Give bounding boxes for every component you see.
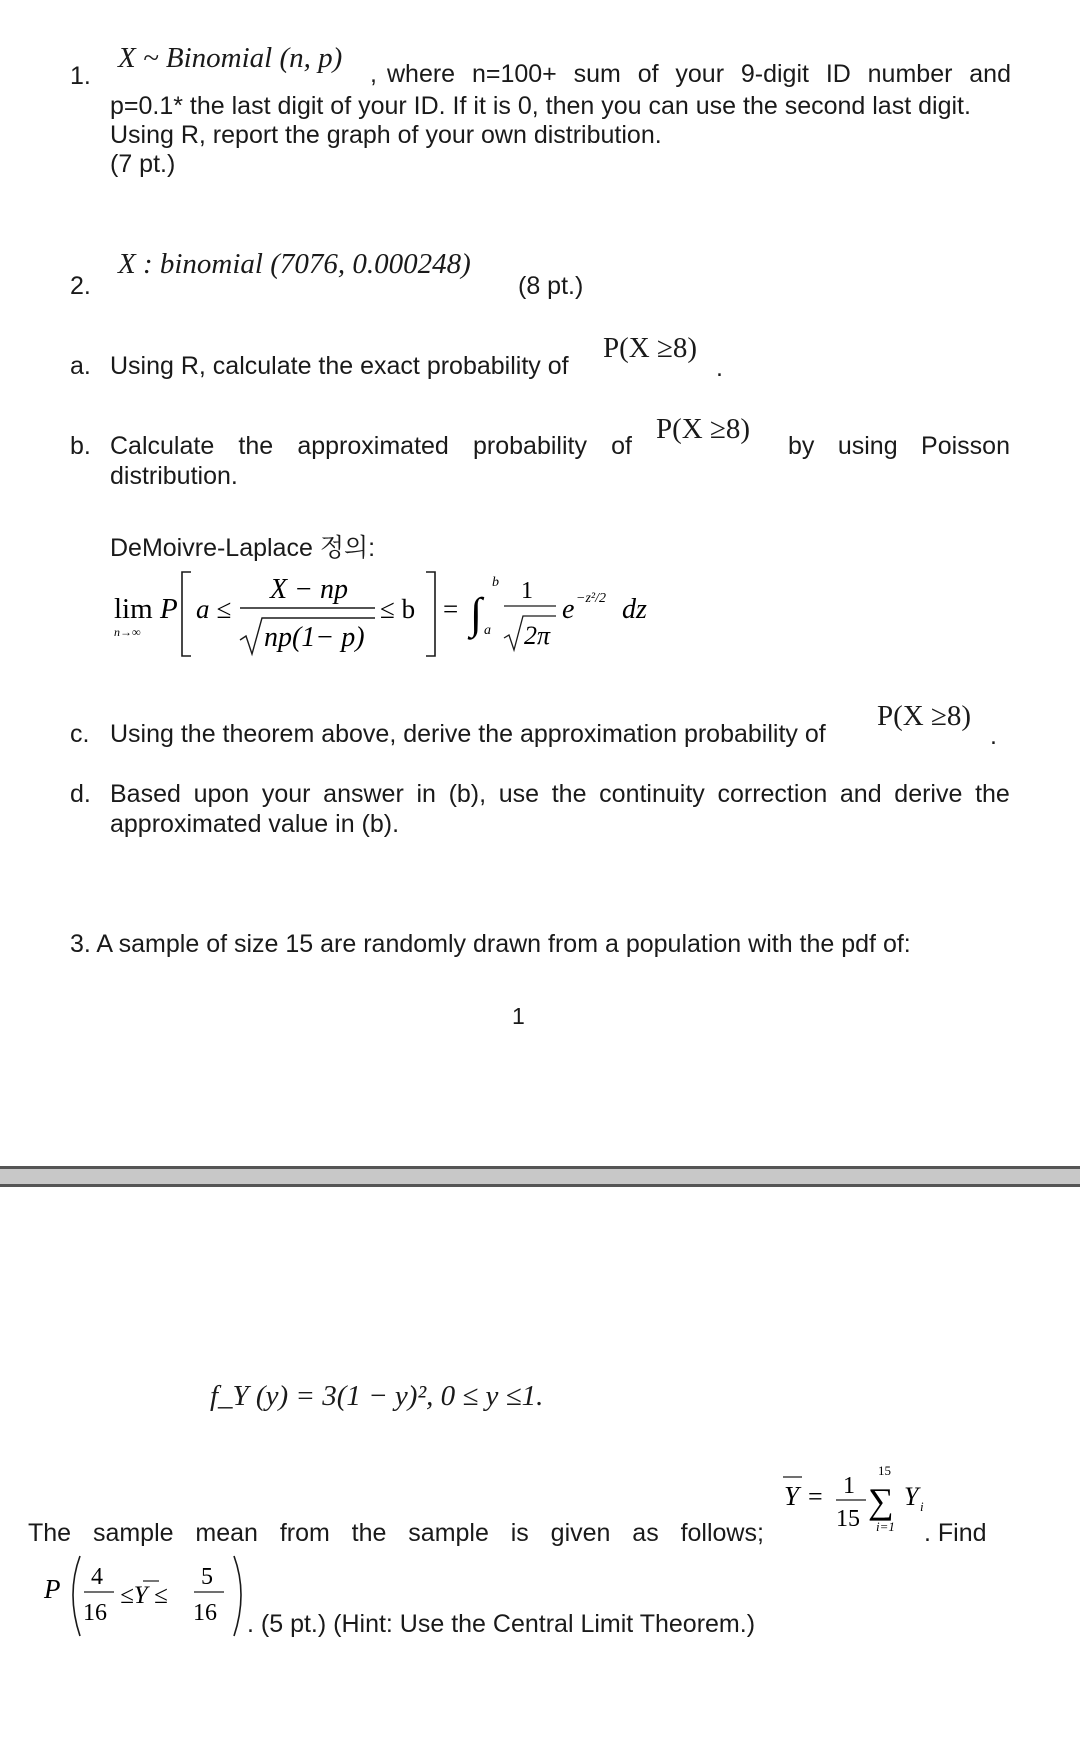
word: probability xyxy=(473,432,587,460)
part-a-label: a. xyxy=(70,352,91,380)
right-paren xyxy=(234,1556,241,1636)
word: upon xyxy=(193,780,250,808)
part-c-text: Using the theorem above, derive the approximation probability of xyxy=(110,720,826,748)
exponent: −z²/2 xyxy=(576,591,606,606)
integral-upper: b xyxy=(492,575,499,590)
word: use xyxy=(498,780,540,808)
word: and xyxy=(969,60,1011,88)
problem-1-number: 1. xyxy=(70,62,91,90)
part-a-math: P(X ≥8) xyxy=(603,332,698,364)
page-break-bottom-line xyxy=(0,1184,1080,1187)
word: as xyxy=(632,1519,659,1547)
frac1-den: 16 xyxy=(83,1600,107,1626)
word: Based xyxy=(110,780,181,808)
leq-b: ≤ b xyxy=(380,594,416,624)
left-paren xyxy=(73,1556,80,1636)
word: by xyxy=(788,432,815,460)
word: (b), xyxy=(448,780,487,808)
problem-2-points: (8 pt.) xyxy=(518,272,584,300)
mean-frac-num: 1 xyxy=(843,1473,855,1499)
left-bracket xyxy=(182,572,191,656)
part-d-label: d. xyxy=(70,780,91,808)
sample-mean-sentence xyxy=(28,1519,764,1548)
part-a-period: . xyxy=(716,354,723,382)
prob-P: P xyxy=(160,593,178,625)
part-c-label: c. xyxy=(70,720,90,748)
word: number xyxy=(867,60,953,88)
word: approximated xyxy=(297,432,449,460)
lim: lim xyxy=(114,593,153,625)
sum-lower: i=1 xyxy=(876,1519,895,1534)
part-b-line1-right xyxy=(788,432,1010,461)
word: follows; xyxy=(680,1519,764,1547)
frac2-den: 16 xyxy=(193,1600,217,1626)
word: from xyxy=(279,1519,330,1547)
word: the xyxy=(975,780,1010,808)
problem-3-text: 3. A sample of size 15 are randomly drawn from a population with the pdf of: xyxy=(70,930,911,958)
part-c-math: P(X ≥8) xyxy=(877,700,972,732)
word: using xyxy=(837,432,898,460)
dz: dz xyxy=(622,594,647,625)
word: given xyxy=(550,1519,611,1547)
prob-middle: ≤Y ≤ xyxy=(120,1582,168,1609)
find-label: . Find xyxy=(924,1519,987,1547)
word: sum xyxy=(573,60,621,88)
word: is xyxy=(510,1519,529,1547)
denominator: np(1− p) xyxy=(264,622,365,653)
a-leq: a ≤ xyxy=(196,594,232,624)
integral-sign: ∫ xyxy=(470,589,483,638)
probability-expression xyxy=(38,1548,268,1648)
mean-frac-den: 15 xyxy=(836,1506,860,1532)
word: sample xyxy=(408,1519,489,1547)
sum-term: Y xyxy=(904,1482,919,1511)
word: derive xyxy=(894,780,963,808)
problem-2-math: X : binomial (7076, 0.000248) xyxy=(118,248,471,280)
integral-lower: a xyxy=(484,623,491,638)
page-break-band xyxy=(0,1169,1080,1184)
demoivre-laplace-formula xyxy=(100,560,700,670)
word: mean xyxy=(195,1519,258,1547)
mean-equals: = xyxy=(808,1482,823,1511)
numerator: X − np xyxy=(270,574,348,605)
word: of xyxy=(637,60,659,88)
sum-upper: 15 xyxy=(878,1463,891,1478)
problem-1-comma: , xyxy=(370,60,377,88)
word: 9-digit xyxy=(740,60,809,88)
problem-1-points: (7 pt.) xyxy=(110,150,176,178)
part-a-text: Using R, calculate the exact probability of xyxy=(110,352,569,380)
word: n=100+ xyxy=(471,60,557,88)
demoivre-title: DeMoivre-Laplace 정의: xyxy=(110,534,376,562)
problem-1-line2: p=0.1* the last digit of your ID. If it is 0, then you can use the second last digit. xyxy=(110,92,971,120)
problem-2-number: 2. xyxy=(70,272,91,300)
problem-1-line1 xyxy=(387,60,1011,89)
word: the xyxy=(551,780,587,808)
word: sample xyxy=(92,1519,174,1547)
problem-1-line3: Using R, report the graph of your own distribution. xyxy=(110,121,662,149)
right-bracket xyxy=(426,572,435,656)
word: in xyxy=(416,780,436,808)
word: The xyxy=(28,1519,72,1547)
word: Poisson xyxy=(921,432,1010,460)
word: Calculate xyxy=(110,432,215,460)
word: correction xyxy=(717,780,828,808)
word: your xyxy=(675,60,725,88)
word: of xyxy=(611,432,632,460)
word: ID xyxy=(825,60,851,88)
exp-base: e xyxy=(562,594,575,625)
part-b-line2: distribution. xyxy=(110,462,238,490)
part-c-period: . xyxy=(990,722,997,750)
sum-term-sub: i xyxy=(920,1499,924,1514)
prob-P: P xyxy=(44,1574,61,1604)
word: the xyxy=(351,1519,387,1547)
frac-numerator: 1 xyxy=(521,578,533,604)
part-b-math: P(X ≥8) xyxy=(656,413,751,445)
frac2-num: 5 xyxy=(201,1564,213,1590)
word: the xyxy=(238,432,274,460)
problem-3-tail: . (5 pt.) (Hint: Use the Central Limit Theorem.) xyxy=(247,1610,756,1638)
part-d-line1 xyxy=(110,780,1010,809)
part-b-label: b. xyxy=(70,432,91,460)
word: where xyxy=(387,60,456,88)
equals: = xyxy=(443,594,459,624)
problem-1-math: X ~ Binomial (n, p) xyxy=(118,42,343,74)
word: continuity xyxy=(599,780,705,808)
page-number: 1 xyxy=(512,1003,525,1029)
word: your xyxy=(261,780,311,808)
word: and xyxy=(839,780,882,808)
part-d-line2: approximated value in (b). xyxy=(110,810,400,838)
frac-denominator: 2π xyxy=(524,621,551,650)
frac1-num: 4 xyxy=(91,1564,103,1590)
pdf-formula: f_Y (y) = 3(1 − y)², 0 ≤ y ≤1. xyxy=(210,1380,544,1412)
word: answer xyxy=(323,780,404,808)
ybar: Y xyxy=(784,1481,800,1511)
sigma: ∑ xyxy=(868,1481,894,1521)
part-b-line1-left xyxy=(110,432,632,461)
lim-subscript: n→∞ xyxy=(114,625,141,639)
